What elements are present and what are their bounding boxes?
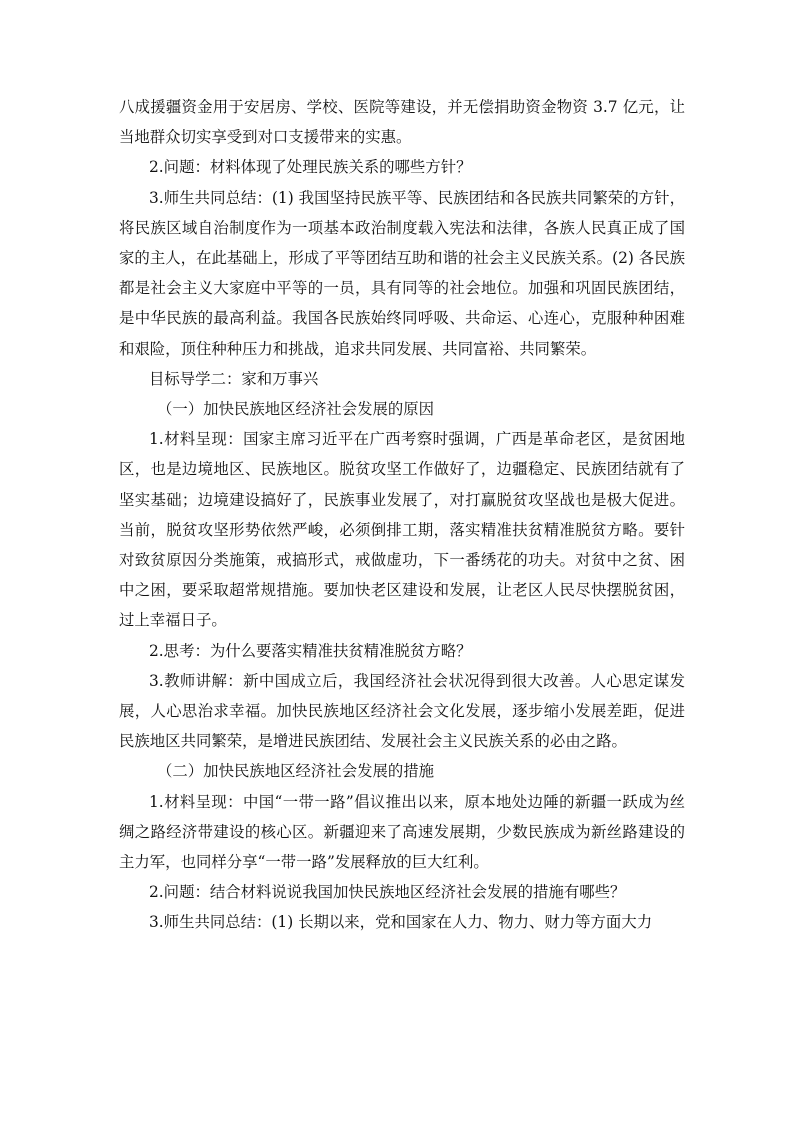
paragraph-think: 2.思考：为什么要落实精准扶贫精准脱贫方略？ xyxy=(149,641,472,660)
paragraph-teacher-explain: 3.教师讲解：新中国成立后，我国经济社会状况得到很大改善。人心思定谋发展，人心思治求幸福。加快民族地区经济社会文化发展，逐步缩小发展差距，促进民族地区共同繁荣，是增进民族团结、发展社会主义民族关系的必由之路。 xyxy=(119,671,685,751)
paragraph-summary-2: 3.师生共同总结：(1) 长期以来，党和国家在人力、物力、财力等方面大力 xyxy=(149,913,653,932)
paragraph-summary-1: 3.师生共同总结：(1) 我国坚持民族平等、民族团结和各民族共同繁荣的方针，将民族区域自治制度作为一项基本政治制度载入宪法和法律，各族人民真正成了国家的主人，在此基础上，形成了平等团结互助和谐的社会主义民族关系。(2) 各民族都是社会主义大家庭中平等的一员，具有同等的社会地位。加强和巩固民族团结，是中华民族的最高利益。我国各民族始终同呼吸、共命运、心连心，克服种种困难和艰险，顶住种种压力和挑战，追求共同发展、共同富裕、共同繁荣。 xyxy=(119,188,685,358)
section-heading-goal-2: 目标导学二：家和万事兴 xyxy=(149,369,319,388)
subheading-measures: （二）加快民族地区经济社会发展的措施 xyxy=(157,762,435,781)
subheading-reasons: （一）加快民族地区经济社会发展的原因 xyxy=(157,400,435,419)
paragraph-question-2: 2.问题：结合材料说说我国加快民族地区经济社会发展的措施有哪些？ xyxy=(149,883,626,902)
document-page xyxy=(119,92,685,938)
paragraph-material-belt-road: 1.材料呈现：中国“一带一路”倡议推出以来，原本地处边陲的新疆一跃成为丝绸之路经济带建设的核心区。新疆迎来了高速发展期，少数民族成为新丝路建设的主力军，也同样分享“一带一路”发展释放的巨大红利。 xyxy=(119,792,685,872)
paragraph-question-1: 2.问题：材料体现了处理民族关系的哪些方针？ xyxy=(149,158,472,177)
paragraph-material-guangxi: 1.材料呈现：国家主席习近平在广西考察时强调，广西是革命老区，是贫困地区，也是边境地区、民族地区。脱贫攻坚工作做好了，边疆稳定、民族团结就有了坚实基础；边境建设搞好了，民族事业发展了，对打赢脱贫攻坚战也是极大促进。当前，脱贫攻坚形势依然严峻，必须倒排工期，落实精准扶贫精准脱贫方略。要针对致贫原因分类施策，戒搞形式，戒做虚功，下一番绣花的功夫。对贫中之贫、困中之困，要采取超常规措施。要加快老区建设和发展，让老区人民尽快摆脱贫困，过上幸福日子。 xyxy=(119,430,685,630)
paragraph-aid-funds: 八成援疆资金用于安居房、学校、医院等建设，并无偿捐助资金物资 3.7 亿元，让当地群众切实享受到对口支援带来的实惠。 xyxy=(119,98,685,147)
